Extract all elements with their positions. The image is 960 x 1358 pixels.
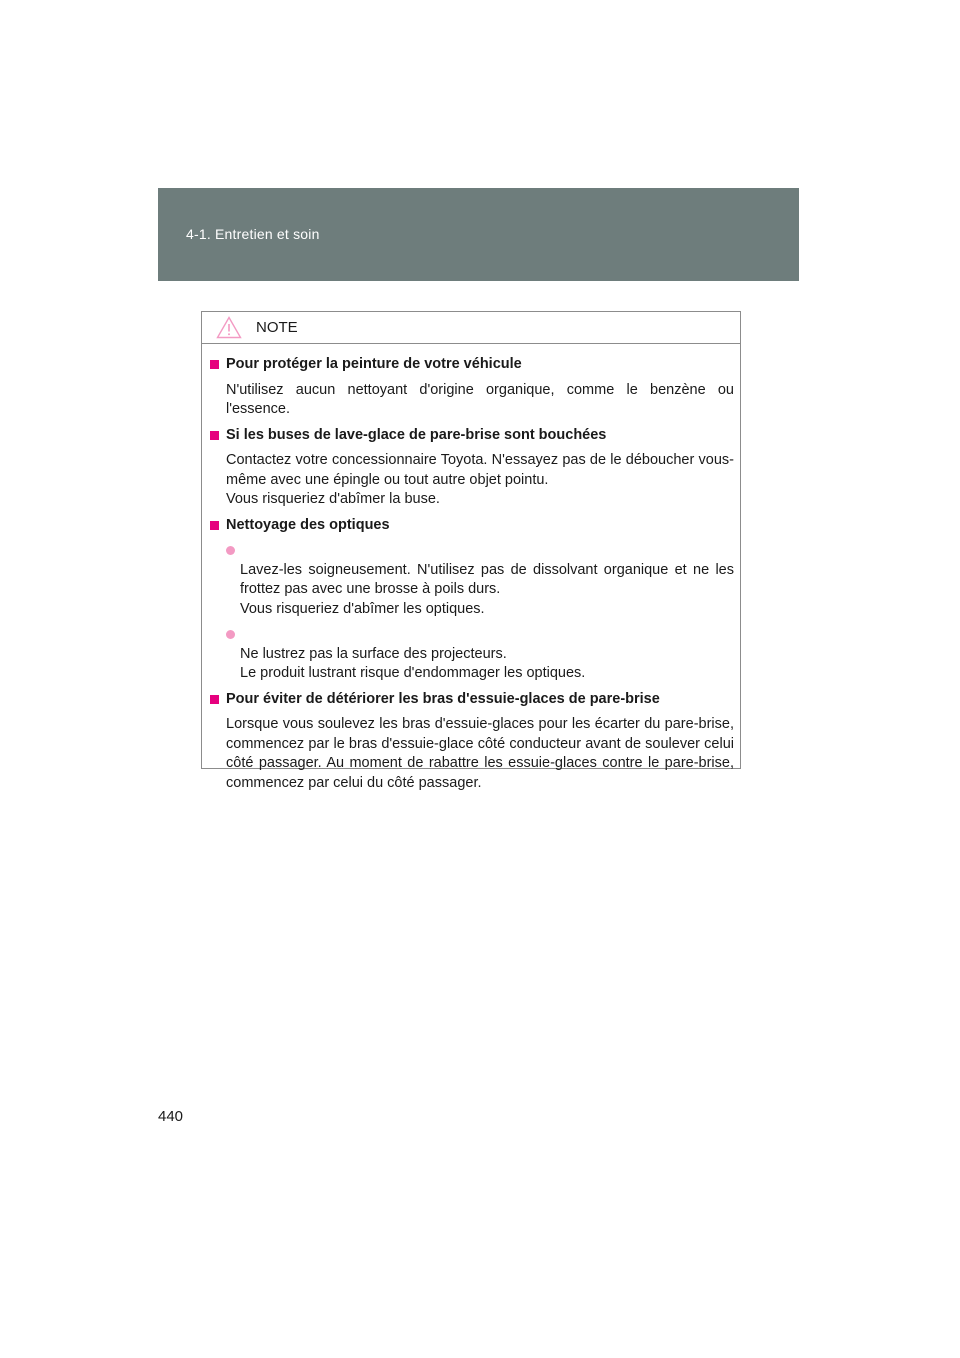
warning-triangle-icon [216, 316, 242, 339]
section-header [158, 188, 799, 281]
list-item: Lavez-les soigneusement. N'utilisez pas de dissolvant organique et ne les frottez pas avec une brosse à poils durs. Vous risqueriez d'abîmer les optiques. [226, 541, 734, 619]
section-heading-optics: Nettoyage des optiques [208, 516, 734, 536]
section-title: 4-1. Entretien et soin [186, 226, 320, 242]
section-heading-paint: Pour protéger la peinture de votre véhicule [208, 355, 734, 375]
section-heading-wipers: Pour éviter de détériorer les bras d'essuie-glaces de pare-brise [208, 690, 734, 710]
note-body [202, 344, 740, 793]
paragraph: Lorsque vous soulevez les bras d'essuie-glaces pour les écarter du pare-brise, commencez par le bras d'essuie-glace côté conducteur avant de soulever celui côté passager. Au moment de rabattre les essuie-glaces contre le pare-brise, commencez par celui du côté passager. [226, 716, 734, 791]
round-bullet-icon [226, 546, 235, 555]
round-bullet-icon [226, 630, 235, 639]
square-bullet-icon [210, 431, 219, 440]
note-label: NOTE [256, 319, 298, 336]
note-box [201, 311, 741, 791]
section-heading-nozzles: Si les buses de lave-glace de pare-brise sont bouchées [208, 426, 734, 446]
square-bullet-icon [210, 695, 219, 704]
paragraph: N'utilisez aucun nettoyant d'origine organique, comme le benzène ou l'essence. [226, 381, 734, 417]
list-item: Ne lustrez pas la surface des projecteurs. Le produit lustrant risque d'endommager les optiques. [226, 625, 734, 684]
note-header [202, 312, 740, 344]
page-number: 440 [158, 1108, 184, 1125]
paragraph: Contactez votre concessionnaire Toyota. N'essayez pas de le déboucher vous-même avec une épingle ou tout autre objet pointu. Vous risqueriez d'abîmer la buse. [226, 452, 734, 507]
square-bullet-icon [210, 521, 219, 530]
square-bullet-icon [210, 360, 219, 369]
